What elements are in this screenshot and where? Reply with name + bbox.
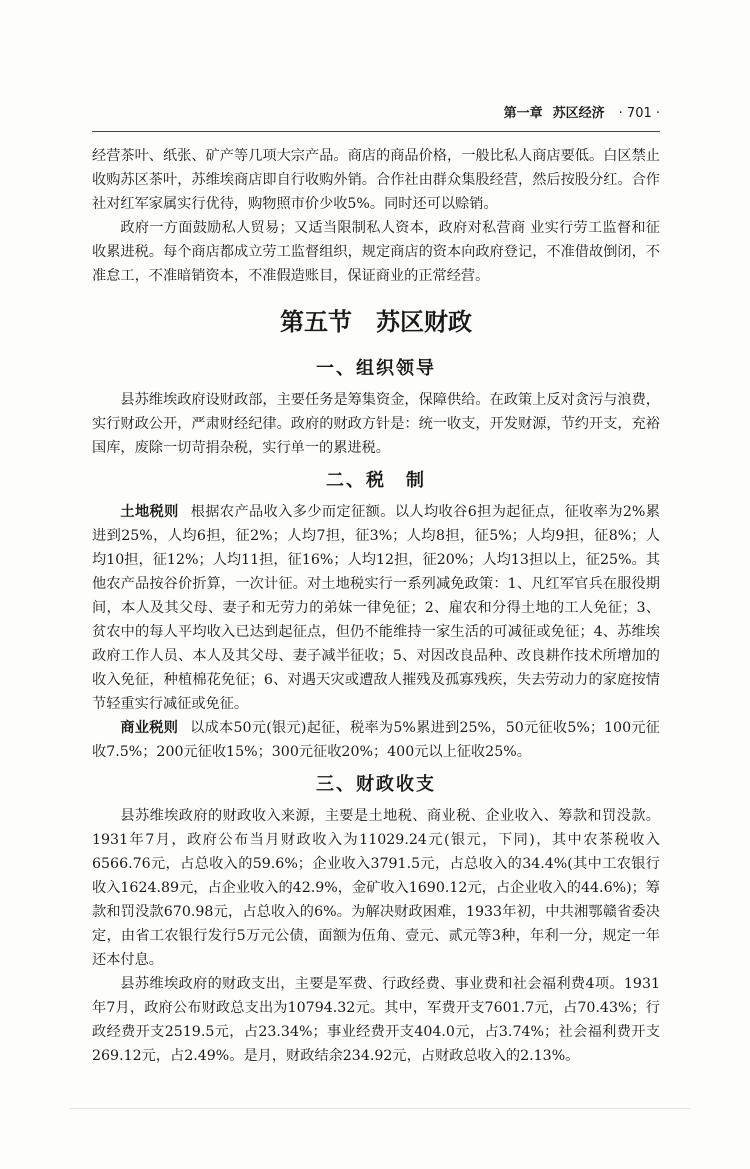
intro-text [92,144,660,288]
paragraph: 经营茶叶、纸张、矿产等几项大宗产品。商店的商品价格，一般比私人商店要低。白区禁止收购苏区茶叶，苏维埃商店即自行收购外销。合作社由群众集股经营，然后按股分红。合作社对红军家属实行优待，购物照市价少收5%。同时还可以赊销。 [92,148,660,212]
land-tax-paragraph [92,500,660,716]
paragraph: 县苏维埃政府的财政收入来源，主要是土地税、商业税、企业收入、筹款和罚没款。1931年7月，政府公布当月财政收入为11029.24元(银元，下同)，其中农茶税收入6566.76元，占总收入的59.6%；企业收入3791.5元，占总收入的34.4%(其中工农银行收入1624.89元，占企业收入的42.9%，金矿收入1690.12元，占企业收入的44.6%)；筹款和罚没款670.98元，占总收入的6%。为解决财政困难，1933年初，中共湘鄂赣省委决定，由省工农银行发行5万元公债，面额为伍角、壹元、贰元等3种，年利一分，规定一年还本付息。 [92,808,660,968]
subsection-heading: 二、税 制 [326,470,426,491]
land-tax-text: 根据农产品收入多少而定征额。以人均收谷6担为起征点，征收率为2%累进到25%，人均6担，征2%；人均7担，征3%；人均8担，征5%；人均9担，征8%；人均10担，征12%；人均11担，征16%；人均12担，征20%；人均13担以上，征25%。其他农产品按谷价折算，一次计征。对土地税实行一系列减免政策：1、凡红军官兵在服役期间，本人及其父母、妻子和无劳力的弟妹一律免征；2、雇农和分得土地的工人免征；3、贫农中的每人平均收入已达到起征点，但仍不能维持一家生活的可减征或免征；4、苏维埃政府工作人员、本人及其父母、妻子减半征收；5、对因改良品种、改良耕作技术所增加的收入免征，种植棉花免征；6、对遇天灾或遭敌人摧残及孤寡残疾，失去劳动力的家庭按情节轻重实行减征或免征。 [92,504,660,712]
organization-text [92,388,660,460]
header-rule [92,131,660,132]
business-tax-text: 以成本50元(银元)起征，税率为5%累进到25%，50元征收5%；100元征收7.5%；200元征收15%；300元征收20%；400元以上征收25%。 [92,720,660,760]
section-title: 第五节 苏区财政 [280,308,472,336]
business-tax-lead: 商业税则 [120,720,179,736]
chapter-title: 苏区经济 [552,106,605,121]
land-tax-lead: 土地税则 [120,504,179,520]
tax-text [92,500,660,764]
subsection-heading: 一、组织领导 [316,358,436,379]
finance-text [92,804,660,1068]
running-header [92,104,660,124]
chapter-label: 第一章 [503,106,543,121]
subsection-heading: 三、财政收支 [316,774,436,795]
paragraph: 县苏维埃政府的财政支出，主要是军费、行政经费、事业费和社会福利费4项。1931年7月，政府公布财政总支出为10794.32元。其中，军费开支7601.7元，占70.43%；行政经费开支2519.5元，占23.34%；事业经费开支404.0元，占3.74%；社会福利费开支269.12元，占2.49%。是月，财政结余234.92元，占财政总收入的2.13%。 [92,976,660,1064]
page-bottom-edge [70,1108,690,1109]
paragraph: 县苏维埃政府设财政部，主要任务是筹集资金，保障供给。在政策上反对贪污与浪费，实行财政公开，严肃财经纪律。政府的财政方针是：统一收支，开发财源，节约开支，充裕国库，废除一切苛捐杂税，实行单一的累进税。 [92,392,660,456]
page-number: · 701 · [618,106,660,121]
paragraph: 政府一方面鼓励私人贸易；又适当限制私人资本，政府对私营商 业实行劳工监督和征收累进税。每个商店都成立劳工监督组织，规定商店的资本向政府登记，不准借故倒闭，不准怠工，不准暗销资本，不准假造账目，保证商业的正常经营。 [92,220,660,284]
business-tax-paragraph [92,716,660,764]
